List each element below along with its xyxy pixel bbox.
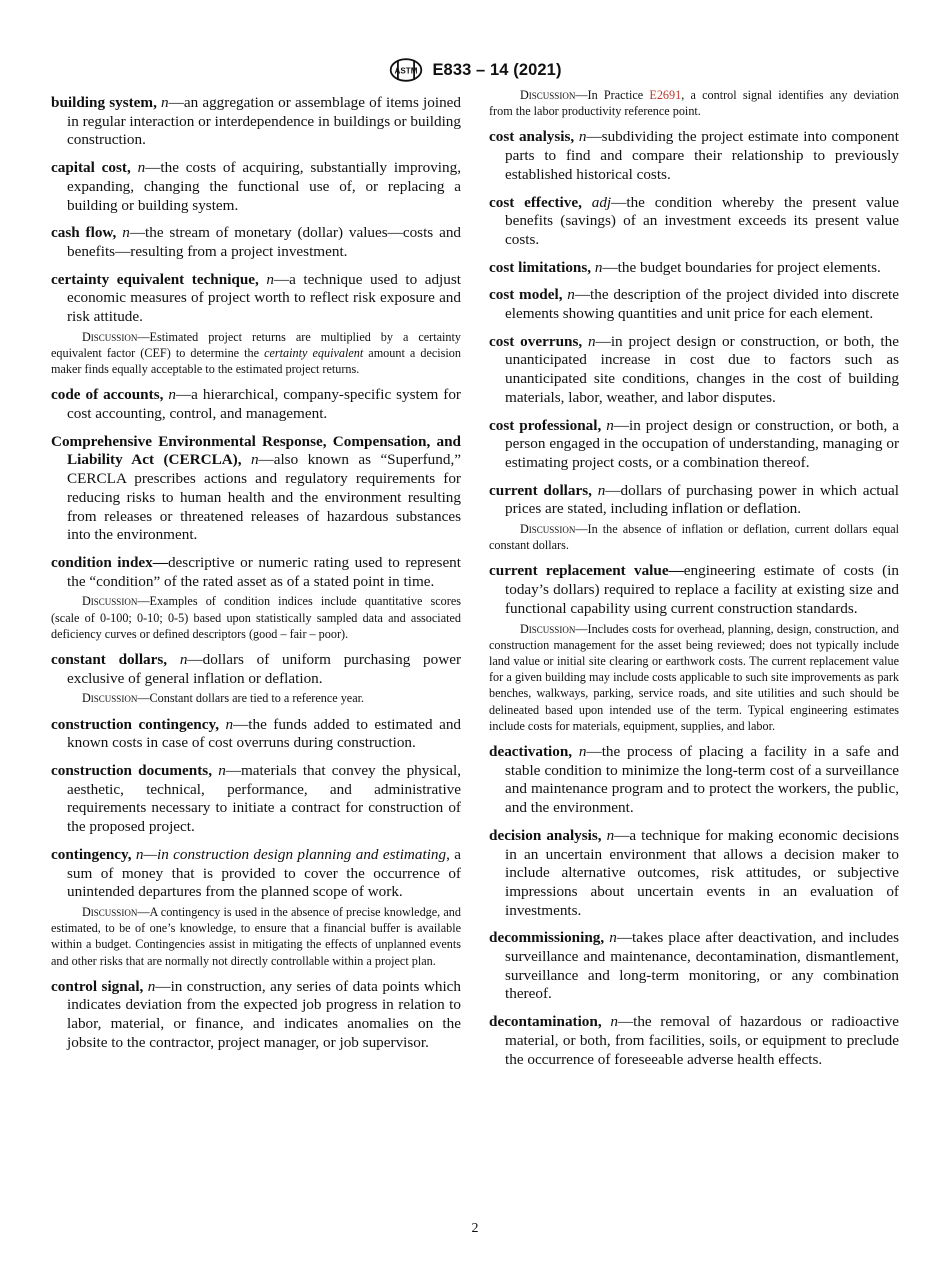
glossary-entry xyxy=(51,846,461,902)
part-of-speech: n xyxy=(168,386,176,404)
term-definition: —a technique for making economic decisions in an uncertain environment that allows a decision maker to include alternative outcomes, risk attitudes, or subjective impressions about uncertain events in an evaluation of investments. xyxy=(505,826,899,919)
glossary-entry xyxy=(51,978,461,1053)
part-of-speech: n xyxy=(610,1013,618,1031)
term-definition: descriptive or numeric rating used to represent the “condition” of the rated asset as of a stated point in time. xyxy=(67,553,461,590)
discussion-label: Discussion xyxy=(520,88,576,102)
part-of-speech: n xyxy=(137,159,146,177)
discussion-label: Discussion xyxy=(82,329,138,344)
part-of-speech: n xyxy=(266,270,274,288)
glossary-entry xyxy=(489,743,899,818)
term-name: current replacement value— xyxy=(489,562,684,580)
discussion-text: —Includes costs for overhead, planning, design, construction, and construction management for the asset being reviewed; does not typically include land value or initial site clearing or earthwork costs. The current replacement value for a given building may include costs applicable to such site improvements as park benches, walkways, parking, service roads, and site utilities and such should be delineated based upon intended use of the term. Typical engineering estimates include costs for materials, equipment, supplies, and labor. xyxy=(489,621,899,733)
term-definition: —in construction, any series of data points which indicates deviation from the expected job progress in relation to labor, material, or finance, and indicates anomalies on the jobsite to the contractor, project manager, or job supervisor. xyxy=(67,977,462,1051)
term-definition: —an aggregation or assemblage of items joined in regular interaction or interdependence in buildings or building construction. xyxy=(67,94,462,149)
part-of-speech: n xyxy=(122,224,130,242)
term-name: Comprehensive Environmental Response, Compensation, and Liability Act (CERCLA), xyxy=(51,432,461,469)
discussion-label: Discussion xyxy=(82,594,138,609)
emphasized-term: certainty equivalent xyxy=(264,345,364,360)
page-header xyxy=(0,56,950,84)
term-definition: —in project design or construction, or both, the unanticipated increase in cost due to factors such as unanticipated site conditions, changes in the cost of building materials, labor, weather, and labor disputes. xyxy=(505,332,899,406)
discussion-text: —Constant dollars are tied to a reference year. xyxy=(137,691,365,706)
term-name: constant dollars, xyxy=(51,650,168,668)
discussion-text: —In Practice xyxy=(575,88,650,102)
term-definition: —takes place after deactivation, and includes surveillance and maintenance, decontamination, dismantlement, surveillance and long-term monitoring, or any combination thereof. xyxy=(505,929,899,1003)
glossary-entry xyxy=(489,128,899,184)
term-definition: —the funds added to estimated and known costs in case of cost overruns during construction. xyxy=(67,715,462,752)
glossary-entry xyxy=(489,417,899,473)
part-of-speech: n xyxy=(597,481,606,499)
discussion-label: Discussion xyxy=(82,904,138,919)
glossary-entry xyxy=(489,562,899,618)
glossary-entry xyxy=(489,929,899,1004)
glossary-entry xyxy=(489,259,899,278)
term-name: decommissioning, xyxy=(489,929,605,947)
part-of-speech: n xyxy=(218,762,226,779)
term-definition: —dollars of purchasing power in which actual prices are stated, including inflation or deflation. xyxy=(505,481,900,518)
term-name: deactivation, xyxy=(489,743,573,760)
discussion-note xyxy=(51,329,461,378)
glossary-entry xyxy=(51,159,461,215)
term-name: cost analysis, xyxy=(489,128,575,146)
term-definition: —the budget boundaries for project elements. xyxy=(602,258,881,276)
glossary-entry xyxy=(51,94,461,150)
glossary-entry xyxy=(51,224,461,261)
term-name: cost overruns, xyxy=(489,332,583,350)
term-definition: —the costs of acquiring, substantially improving, expanding, changing the functional use of, or replacing a building or building system. xyxy=(67,159,461,214)
glossary-entry xyxy=(489,333,899,408)
term-name: current dollars, xyxy=(489,481,592,499)
part-of-speech: n xyxy=(609,929,617,947)
discussion-text: —In the absence of inflation or deflation, current dollars equal constant dollars. xyxy=(489,522,899,553)
part-of-speech: n xyxy=(250,451,259,469)
part-of-speech: n xyxy=(578,128,587,146)
part-of-speech: n xyxy=(578,743,587,760)
term-definition: —the removal of hazardous or radioactive material, or both, from facilities, soils, or equipment to preclude the occurrence of foreseeable adverse health effects. xyxy=(505,1013,899,1068)
term-name: condition index— xyxy=(51,553,168,571)
term-definition: —a technique used to adjust economic measures of project worth to reflect risk exposure and risk attitude. xyxy=(67,270,461,326)
part-of-speech: n xyxy=(606,826,615,844)
term-definition: —subdividing the project estimate into component parts to find and compare their relationship to previously established historical costs. xyxy=(505,128,899,183)
term-name: capital cost, xyxy=(51,159,131,177)
part-of-speech: n xyxy=(588,332,596,350)
part-of-speech: n xyxy=(567,286,575,304)
term-name: cost professional, xyxy=(489,416,602,434)
glossary-entry xyxy=(51,716,461,753)
term-name: construction documents, xyxy=(51,762,213,779)
term-definition: —a hierarchical, company-specific system for cost accounting, control, and management. xyxy=(67,386,461,423)
term-definition: —the stream of monetary (dollar) values—costs and benefits—resulting from a project investment. xyxy=(67,224,462,260)
discussion-note xyxy=(51,904,461,969)
discussion-label: Discussion xyxy=(520,621,576,636)
glossary-entry xyxy=(489,194,899,250)
document-number: E833 – 14 (2021) xyxy=(432,60,562,79)
glossary-entry xyxy=(51,386,461,423)
term-name: certainty equivalent technique, xyxy=(51,270,259,288)
term-definition: —also known as “Superfund,” CERCLA prescribes actions and regulatory requirements for reducing risks to human health and the environment resulting from releases or threatened releases of hazardous substances into the environment. xyxy=(67,451,461,544)
glossary-entry xyxy=(51,271,461,327)
left-column xyxy=(51,94,461,1062)
part-of-speech: n xyxy=(147,977,156,995)
discussion-label: Discussion xyxy=(82,691,138,706)
part-of-speech: n xyxy=(225,715,234,733)
term-name: construction contingency, xyxy=(51,715,220,733)
glossary-entry xyxy=(489,827,899,921)
glossary-entry xyxy=(489,482,899,519)
term-name: building system, xyxy=(51,94,157,111)
part-of-speech: adj xyxy=(591,193,612,211)
page-number: 2 xyxy=(471,1221,479,1236)
glossary-entry xyxy=(489,1013,899,1069)
glossary-entry xyxy=(51,651,461,688)
discussion-text: —A contingency is used in the absence of precise knowledge, and estimated, to be of one’s knowledge, to ensure that a financial buffer is available within a budget. Contingencies assist in mitigating the effects of unplanned events and other risks that are normally not directly controllable within a project plan. xyxy=(51,904,461,968)
astm-logo-icon xyxy=(388,56,424,84)
part-of-speech: n xyxy=(606,416,614,434)
glossary-entry xyxy=(51,433,461,545)
term-name: control signal, xyxy=(51,977,144,995)
term-name: decontamination, xyxy=(489,1013,602,1031)
part-of-speech: n xyxy=(161,94,169,111)
term-name: cash flow, xyxy=(51,224,117,242)
discussion-label: Discussion xyxy=(520,522,576,537)
astm-logo-text: ASTM xyxy=(394,66,418,76)
term-definition: —the description of the project divided into discrete elements showing quantities and unit price for each element. xyxy=(505,286,899,323)
term-definition: engineering estimate of costs (in today’s dollars) required to replace a facility at existing size and functional capability using current construction standards. xyxy=(505,562,899,617)
term-definition: —the process of placing a facility in a safe and stable condition to minimize the long-term cost of a surveillance and maintenance program and to protect the workers, the public, and the environment. xyxy=(505,743,899,817)
part-of-speech: n xyxy=(179,650,188,668)
discussion-note xyxy=(489,521,899,553)
term-name: contingency, xyxy=(51,845,132,863)
term-definition: —dollars of uniform purchasing power exclusive of general inflation or deflation. xyxy=(67,650,462,687)
term-name: decision analysis, xyxy=(489,826,602,844)
discussion-text: , a control signal identifies any deviation from the labor productivity reference point. xyxy=(489,88,900,119)
discussion-text: —Examples of condition indices include quantitative scores (scale of 0-100; 0-10; 0-5) based upon statistically sampled data and associated deficiency curves or defined descriptors (good – fair – poor). xyxy=(51,594,461,641)
term-definition: , a sum of money that is provided to cover the occurrence of unintended departures from the planned scope of work. xyxy=(67,845,461,901)
term-name: cost effective, xyxy=(489,193,582,211)
part-of-speech: n xyxy=(594,258,603,276)
term-name: cost model, xyxy=(489,286,563,304)
term-definition: —in project design or construction, or both, a person engaged in the occupation of understanding, managing or estimating project costs, or a combination thereof. xyxy=(505,416,899,471)
term-name: cost limitations, xyxy=(489,258,592,276)
discussion-text: —Estimated project returns are multiplied by a certainty equivalent factor (CEF) to determine the xyxy=(51,329,461,360)
part-of-speech: n—in construction design planning and estimating xyxy=(135,845,447,863)
right-column xyxy=(489,88,900,1078)
term-definition: —the condition whereby the present value benefits (savings) of an investment exceeds its present value costs. xyxy=(505,193,900,248)
discussion-note xyxy=(489,87,899,119)
discussion-note xyxy=(489,621,899,734)
discussion-text: amount a decision maker finds equally acceptable to the estimated project returns. xyxy=(51,345,461,377)
term-definition: —materials that convey the physical, aesthetic, technical, performance, and administrative requirements necessary to initiate a contract for construction of the proposed project. xyxy=(67,762,461,836)
standard-reference-link[interactable]: E2691 xyxy=(649,88,682,102)
discussion-note xyxy=(51,690,461,706)
glossary-entry xyxy=(51,554,461,591)
term-name: code of accounts, xyxy=(51,386,164,404)
glossary-entry xyxy=(51,762,461,837)
discussion-note xyxy=(51,593,461,642)
glossary-entry xyxy=(489,286,899,323)
